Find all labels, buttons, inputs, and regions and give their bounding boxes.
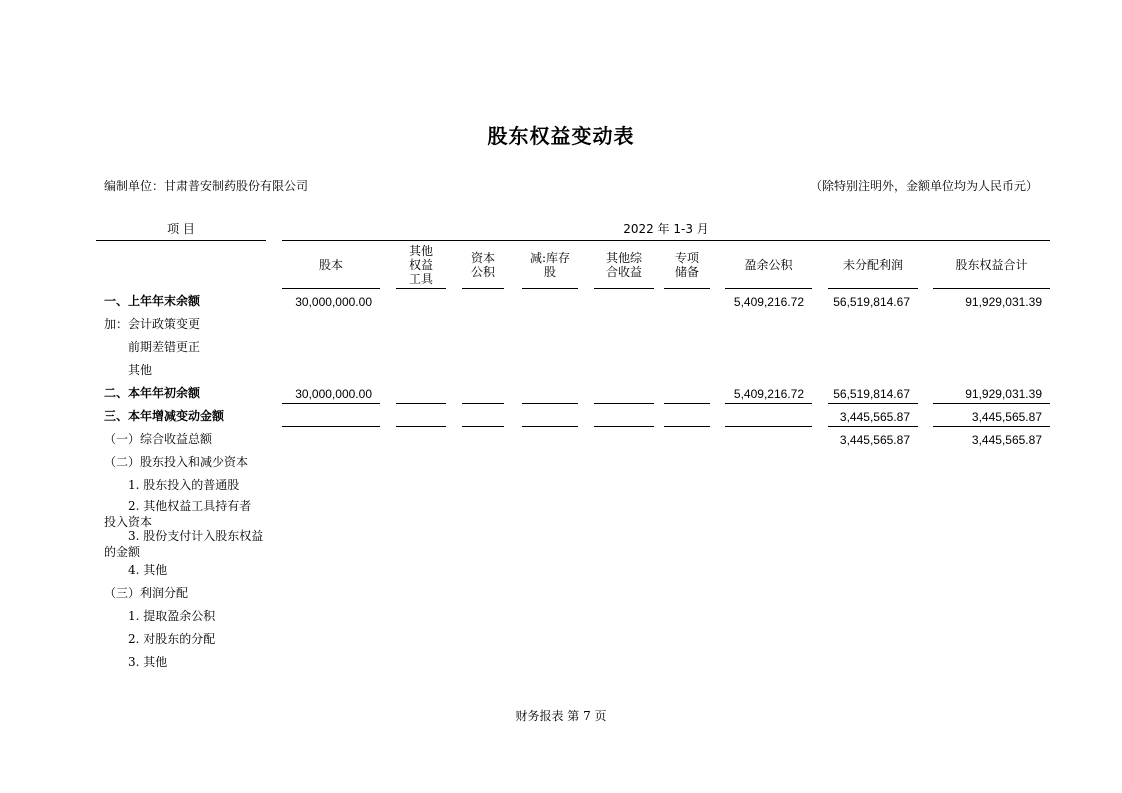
row-label-5: 二、本年年初余额 xyxy=(104,386,201,400)
company-name: 编制单位：甘肃普安制药股份有限公司 xyxy=(104,179,309,193)
cell-r7-c8: 3,445,565.87 xyxy=(839,433,910,447)
column-header-4-line-2: 股 xyxy=(543,265,556,279)
cell-rule-2-7 xyxy=(725,403,812,404)
cell-r7-c9: 3,445,565.87 xyxy=(971,433,1042,447)
cell-rule-3-8 xyxy=(828,426,918,427)
cell-r6-c9: 3,445,565.87 xyxy=(971,410,1042,424)
column-header-2-line-3: 工具 xyxy=(408,272,433,286)
row-label-15: 2. 对股东的分配 xyxy=(128,632,216,646)
column-header-2-line-2: 权益 xyxy=(408,258,433,272)
page-title: 股东权益变动表 xyxy=(487,124,635,148)
cell-rule-2-4 xyxy=(522,403,578,404)
cell-r1-c9: 91,929,031.39 xyxy=(965,295,1042,309)
column-header-2-line-1: 其他 xyxy=(408,244,433,258)
row-label-1: 一、上年年末余额 xyxy=(104,294,201,308)
cell-r1-c1: 30,000,000.00 xyxy=(295,295,372,309)
header-rule-left xyxy=(96,240,266,241)
column-header-5-line-1: 其他综 xyxy=(605,251,642,265)
cell-rule-3-9 xyxy=(933,426,1050,427)
cell-rule-2-6 xyxy=(664,403,710,404)
page-footer: 财务报表 第 7 页 xyxy=(515,709,607,723)
cell-rule-3-6 xyxy=(664,426,710,427)
column-header-8-line-1: 未分配利润 xyxy=(842,258,903,272)
row-label-6: 三、本年增减变动金额 xyxy=(104,409,225,423)
row-label-13: （三）利润分配 xyxy=(104,586,189,600)
cell-rule-2-9 xyxy=(933,403,1050,404)
cell-rule-3-7 xyxy=(725,426,812,427)
cell-r1-c8: 56,519,814.67 xyxy=(833,295,910,309)
cell-r5-c1: 30,000,000.00 xyxy=(295,387,372,401)
cell-r5-c8: 56,519,814.67 xyxy=(833,387,910,401)
cell-rule-1-7 xyxy=(725,288,812,289)
cell-rule-1-2 xyxy=(396,288,446,289)
row-label-11: 3. 股份支付计入股东权益 的金额 xyxy=(104,529,264,559)
cell-rule-3-1 xyxy=(282,426,380,427)
cell-r5-c9: 91,929,031.39 xyxy=(965,387,1042,401)
row-label-14: 1. 提取盈余公积 xyxy=(128,609,216,623)
row-label-8: （二）股东投入和减少资本 xyxy=(104,455,249,469)
cell-rule-3-3 xyxy=(462,426,504,427)
column-header-1-line-1: 股本 xyxy=(318,258,343,272)
cell-rule-2-1 xyxy=(282,403,380,404)
cell-rule-3-5 xyxy=(594,426,654,427)
item-header: 项 目 xyxy=(167,222,195,236)
column-header-3-line-2: 公积 xyxy=(470,265,495,279)
cell-rule-1-5 xyxy=(594,288,654,289)
cell-rule-3-2 xyxy=(396,426,446,427)
cell-rule-2-8 xyxy=(828,403,918,404)
cell-r6-c8: 3,445,565.87 xyxy=(839,410,910,424)
cell-rule-1-9 xyxy=(933,288,1050,289)
column-header-7-line-1: 盈余公积 xyxy=(744,258,793,272)
row-label-10: 2. 其他权益工具持有者 投入资本 xyxy=(104,499,252,529)
cell-rule-2-3 xyxy=(462,403,504,404)
column-header-4-line-1: 减:库存 xyxy=(529,251,571,265)
cell-rule-3-4 xyxy=(522,426,578,427)
column-header-6-line-1: 专项 xyxy=(674,251,699,265)
column-header-3-line-1: 资本 xyxy=(470,251,495,265)
column-header-6-line-2: 储备 xyxy=(674,265,699,279)
cell-rule-1-4 xyxy=(522,288,578,289)
period-header: 2022 年 1-3 月 xyxy=(623,222,709,236)
header-rule-right xyxy=(282,240,1050,241)
row-label-7: （一）综合收益总额 xyxy=(104,432,213,446)
row-label-12: 4. 其他 xyxy=(128,563,168,577)
row-label-16: 3. 其他 xyxy=(128,655,168,669)
unit-note: （除特别注明外，金额单位均为人民币元） xyxy=(809,179,1038,193)
cell-rule-1-3 xyxy=(462,288,504,289)
row-label-4: 其他 xyxy=(128,363,153,377)
column-header-9-line-1: 股东权益合计 xyxy=(955,258,1028,272)
row-label-2: 加：会计政策变更 xyxy=(104,317,201,331)
cell-rule-2-5 xyxy=(594,403,654,404)
cell-r1-c7: 5,409,216.72 xyxy=(733,295,804,309)
cell-r5-c7: 5,409,216.72 xyxy=(733,387,804,401)
row-label-9: 1. 股东投入的普通股 xyxy=(128,478,240,492)
column-header-5-line-2: 合收益 xyxy=(605,265,642,279)
cell-rule-2-2 xyxy=(396,403,446,404)
row-label-3: 前期差错更正 xyxy=(128,340,201,354)
cell-rule-1-8 xyxy=(828,288,918,289)
cell-rule-1-6 xyxy=(664,288,710,289)
cell-rule-1-1 xyxy=(282,288,380,289)
